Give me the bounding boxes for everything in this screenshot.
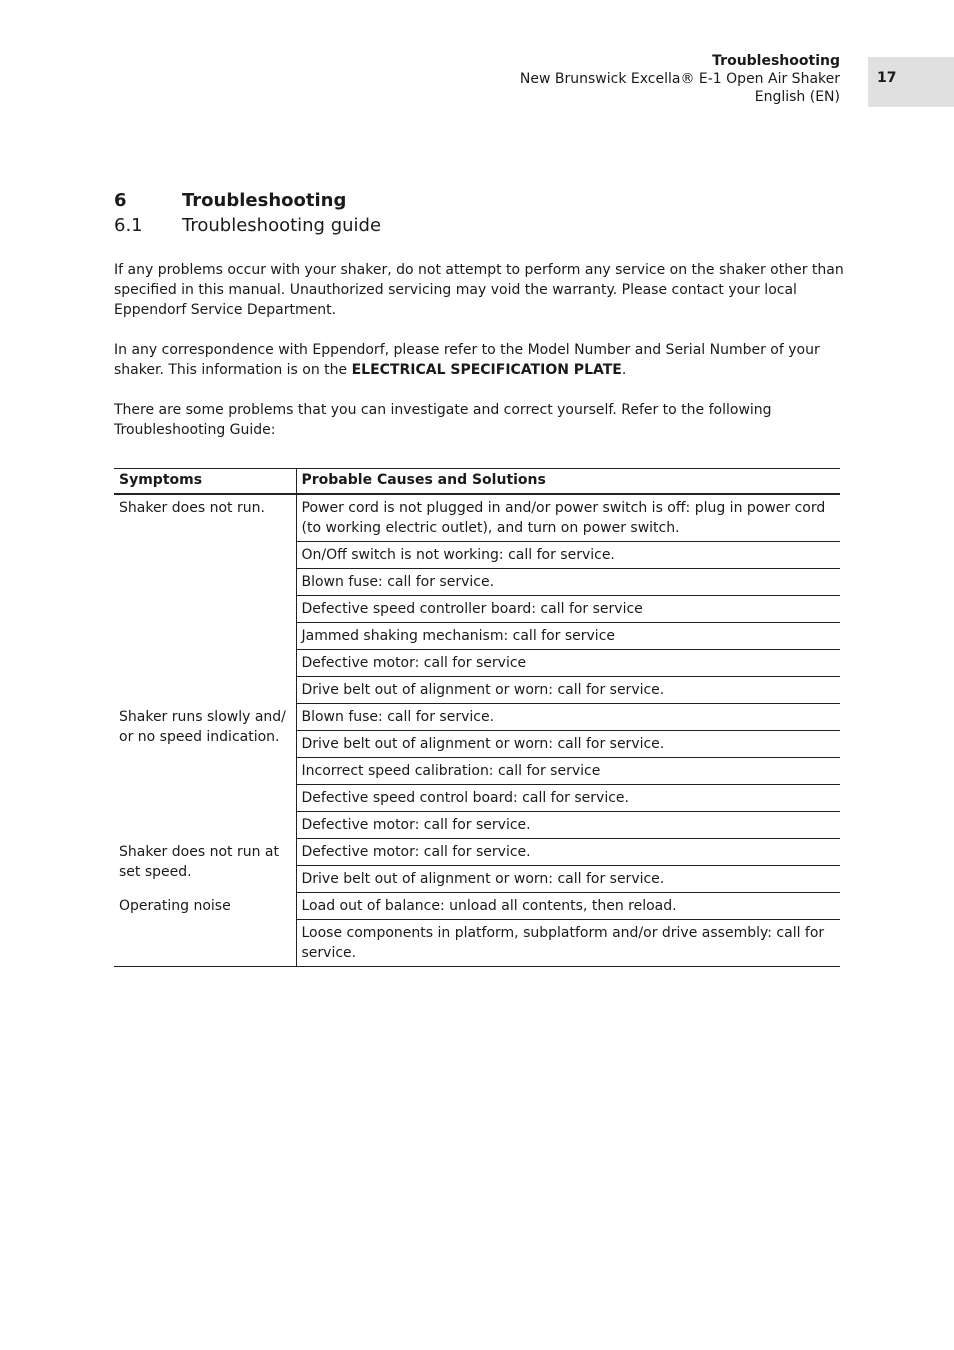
correspondence-paragraph [114, 340, 844, 380]
solution-cell: Drive belt out of alignment or worn: call for service. [296, 677, 840, 704]
page-number: 17 [877, 70, 897, 86]
solution-cell: Power cord is not plugged in and/or power switch is off: plug in power cord (to working electric outlet), and turn on power switch. [296, 494, 840, 542]
subsection-heading [114, 214, 381, 238]
guide-intro-paragraph: There are some problems that you can investigate and correct yourself. Refer to the following Troubleshooting Guide: [114, 402, 772, 438]
solution-cell: Blown fuse: call for service. [296, 569, 840, 596]
solution-cell: Loose components in platform, subplatform and/or drive assembly: call for service. [296, 920, 840, 967]
column-header-solutions: Probable Causes and Solutions [296, 469, 840, 495]
solution-cell: Jammed shaking mechanism: call for service [296, 623, 840, 650]
table-row [114, 704, 840, 731]
section-title: Troubleshooting [182, 190, 347, 211]
solution-cell: Drive belt out of alignment or worn: call for service. [296, 866, 840, 893]
solution-cell: Defective motor: call for service. [296, 839, 840, 866]
symptom-cell: Shaker does not run at set speed. [114, 839, 296, 893]
table-row [114, 893, 840, 920]
subsection-number: 6.1 [114, 215, 143, 236]
table-row [114, 839, 840, 866]
solution-cell: Blown fuse: call for service. [296, 704, 840, 731]
section-number: 6 [114, 190, 127, 211]
solution-cell: Defective motor: call for service. [296, 812, 840, 839]
solution-cell: On/Off switch is not working: call for service. [296, 542, 840, 569]
table-row [114, 494, 840, 542]
correspondence-text: In any correspondence with Eppendorf, please refer to the Model Number and Serial Number of your shaker. This information is on the [114, 342, 820, 378]
correspondence-end: . [621, 362, 627, 378]
page-number-tab [868, 57, 954, 107]
header-language: English (EN) [754, 89, 840, 105]
solution-cell: Defective speed controller board: call for service [296, 596, 840, 623]
header-section-title: Troubleshooting [712, 53, 840, 69]
troubleshooting-table [114, 468, 840, 967]
section-heading [114, 189, 346, 213]
solution-cell: Defective motor: call for service [296, 650, 840, 677]
subsection-title: Troubleshooting guide [182, 215, 382, 236]
solution-cell: Drive belt out of alignment or worn: call for service. [296, 731, 840, 758]
table-header-row [114, 469, 840, 495]
solution-cell: Load out of balance: unload all contents, then reload. [296, 893, 840, 920]
symptom-cell: Shaker does not run. [114, 494, 296, 704]
intro-paragraph: If any problems occur with your shaker, do not attempt to perform any service on the shaker other than specified in this manual. Unauthorized servicing may void the warranty. Please contact your local Eppendorf Service Department. [114, 262, 844, 318]
symptom-cell: Shaker runs slowly and/ or no speed indication. [114, 704, 296, 839]
spec-plate-label: ELECTRICAL SPECIFICATION PLATE [351, 362, 622, 378]
header-product-name: New Brunswick Excella® E-1 Open Air Shaker [519, 71, 840, 87]
symptom-cell: Operating noise [114, 893, 296, 967]
solution-cell: Incorrect speed calibration: call for service [296, 758, 840, 785]
column-header-symptoms: Symptoms [114, 469, 296, 495]
running-header [520, 52, 840, 106]
solution-cell: Defective speed control board: call for service. [296, 785, 840, 812]
